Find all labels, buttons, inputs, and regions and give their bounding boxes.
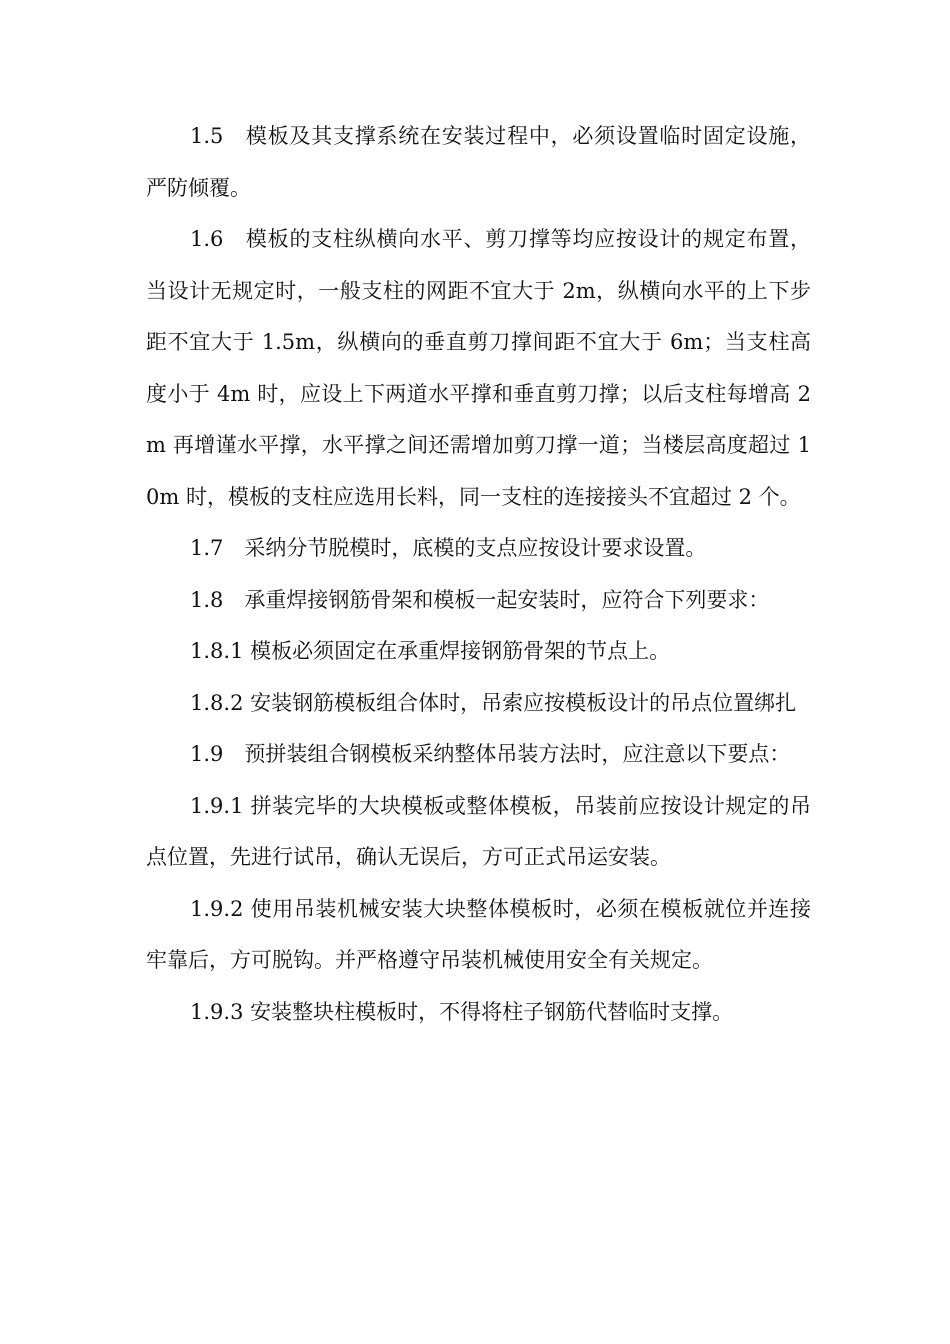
paragraph-1-7: 1.7 采纳分节脱模时，底模的支点应按设计要求设置。 bbox=[190, 536, 707, 560]
paragraph-1-8: 1.8 承重焊接钢筋骨架和模板一起安装时，应符合下列要求： bbox=[190, 587, 770, 612]
document-body bbox=[146, 111, 811, 1038]
paragraph-1-6: 1.6 模板的支柱纵横向水平、剪刀撑等均应按设计的规定布置，当设计无规定时，一般支柱的网距不宜大于 2m，纵横向水平的上下步距不宜大于 1.5m，纵横向的垂直剪刀撑间距不宜大于 6m；当支柱高度小于 4m 时，应设上下两道水平撑和垂直剪刀撑；以后支柱每增高 2m 再增谨水平撑，水平撑之间还需增加剪刀撑一道；当楼层高度超过 10m 时，模板的支柱应选用长料，同一支柱的连接接头不宜超过 2 个。 bbox=[146, 227, 811, 509]
paragraph-1-5: 1.5 模板及其支撑系统在安装过程中，必须设置临时固定设施，严防倾覆。 bbox=[146, 124, 811, 200]
paragraph-1-9: 1.9 预拼装组合钢模板采纳整体吊装方法时，应注意以下要点： bbox=[190, 742, 791, 766]
paragraph-1-8-1: 1.8.1 模板必须固定在承重焊接钢筋骨架的节点上。 bbox=[190, 639, 671, 663]
paragraph-1-9-1: 1.9.1 拼装完毕的大块模板或整体模板，吊装前应按设计规定的吊点位置，先进行试吊，确认无误后，方可正式吊运安装。 bbox=[146, 793, 811, 869]
paragraph-1-8-2: 1.8.2 安装钢筋模板组合体时，吊索应按模板设计的吊点位置绑扎 bbox=[190, 690, 797, 715]
paragraph-1-9-2: 1.9.2 使用吊装机械安装大块整体模板时，必须在模板就位并连接牢靠后，方可脱钩。并严格遵守吊装机械使用安全有关规定。 bbox=[146, 896, 811, 972]
paragraph-1-9-3: 1.9.3 安装整块柱模板时，不得将柱子钢筋代替临时支撑。 bbox=[190, 999, 734, 1024]
